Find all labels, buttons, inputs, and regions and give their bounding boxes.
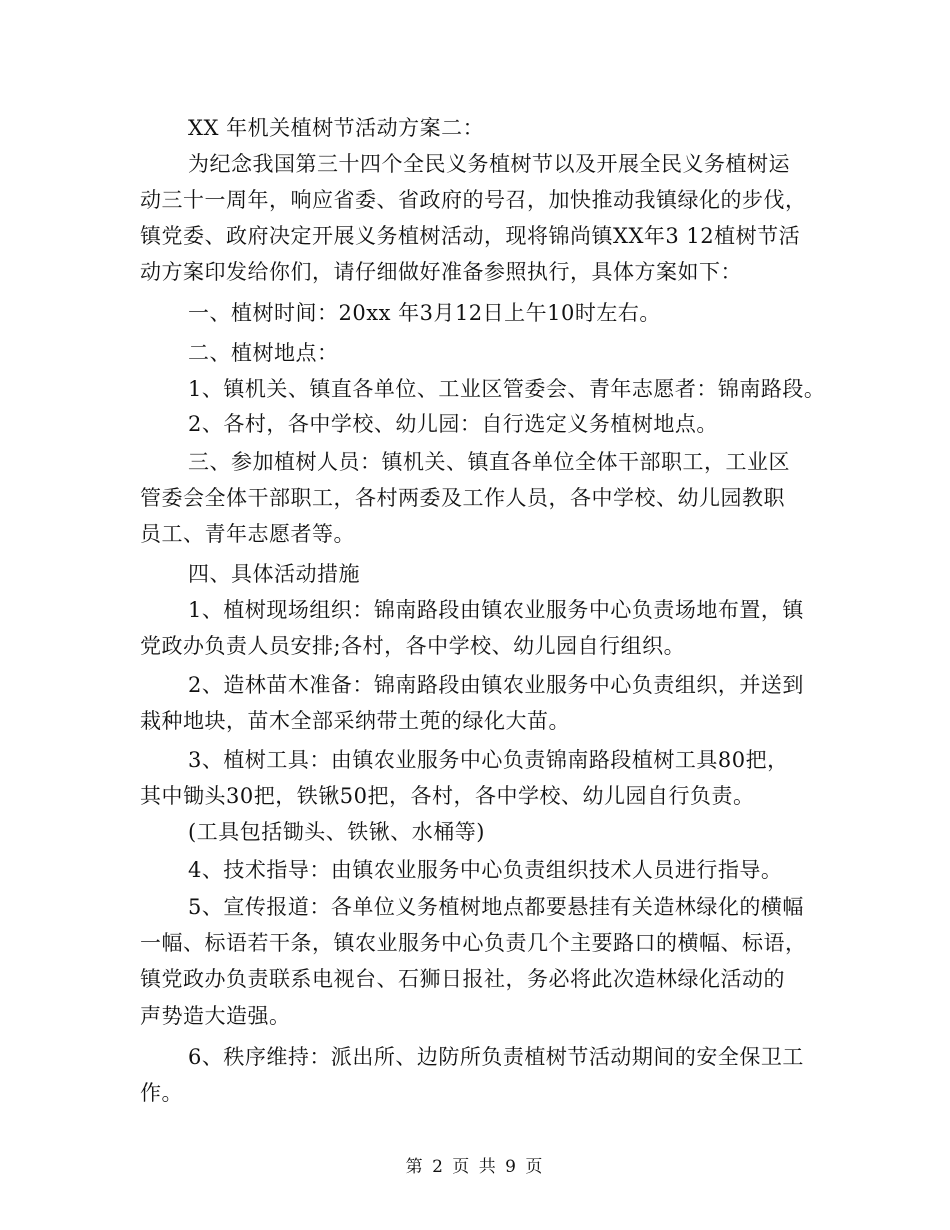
paragraph-line: 党政办负责人员安排;各村，各中学校、幼儿园自行组织。: [140, 634, 686, 658]
paragraph-line: (工具包括锄头、铁锹、水桶等): [188, 820, 485, 844]
paragraph-line: 四、具体活动措施: [188, 562, 360, 586]
paragraph-line: 其中锄头30把，铁锹50把，各村，各中学校、幼儿园自行负责。: [140, 784, 755, 808]
paragraph-line: 作。: [140, 1081, 183, 1105]
paragraph-line: 2、造林苗木准备：锦南路段由镇农业服务中心负责组织，并送到: [188, 673, 804, 697]
paragraph-line: 5、宣传报道：各单位义务植树地点都要悬挂有关造林绿化的横幅: [188, 895, 804, 919]
page-number-footer: 第 2 页 共 9 页: [405, 1157, 545, 1177]
paragraph-line: 声势造大造强。: [140, 1004, 291, 1028]
paragraph-line: 为纪念我国第三十四个全民义务植树节以及开展全民义务植树运: [188, 152, 790, 176]
paragraph-line: 1、镇机关、镇直各单位、工业区管委会、青年志愿者：锦南路段。: [188, 377, 826, 401]
paragraph-line: 1、植树现场组织：锦南路段由镇农业服务中心负责场地布置，镇: [188, 598, 804, 622]
paragraph-line: 动三十一周年，响应省委、省政府的号召，加快推动我镇绿化的步伐，: [140, 188, 807, 212]
paragraph-line: 栽种地块，苗木全部采纳带土蔸的绿化大苗。: [140, 709, 570, 733]
document-heading: XX 年机关植树节活动方案二：: [188, 116, 485, 140]
paragraph-line: 员工、青年志愿者等。: [140, 522, 355, 546]
paragraph-line: 一、植树时间：20xx 年3月12日上午10时左右。: [188, 301, 661, 325]
paragraph-line: 4、技术指导：由镇农业服务中心负责组织技术人员进行指导。: [188, 858, 783, 882]
paragraph-line: 一幅、标语若干条，镇农业服务中心负责几个主要路口的横幅、标语，: [140, 931, 807, 955]
paragraph-line: 2、各村，各中学校、幼儿园：自行选定义务植树地点。: [188, 412, 718, 436]
paragraph-line: 动方案印发给你们，请仔细做好准备参照执行，具体方案如下：: [140, 260, 742, 284]
paragraph-line: 二、植树地点：: [188, 341, 339, 365]
paragraph-line: 镇党政办负责联系电视台、石狮日报社，务必将此次造林绿化活动的: [140, 967, 785, 991]
paragraph-line: 管委会全体干部职工，各村两委及工作人员，各中学校、幼儿园教职: [140, 486, 785, 510]
paragraph-line: 三、参加植树人员：镇机关、镇直各单位全体干部职工，工业区: [188, 450, 790, 474]
paragraph-line: 6、秩序维持：派出所、边防所负责植树节活动期间的安全保卫工: [188, 1045, 804, 1069]
paragraph-line: 镇党委、政府决定开展义务植树活动，现将锦尚镇XX年3 12植树节活: [140, 224, 801, 248]
paragraph-line: 3、植树工具：由镇农业服务中心负责锦南路段植树工具80把，: [188, 748, 789, 772]
